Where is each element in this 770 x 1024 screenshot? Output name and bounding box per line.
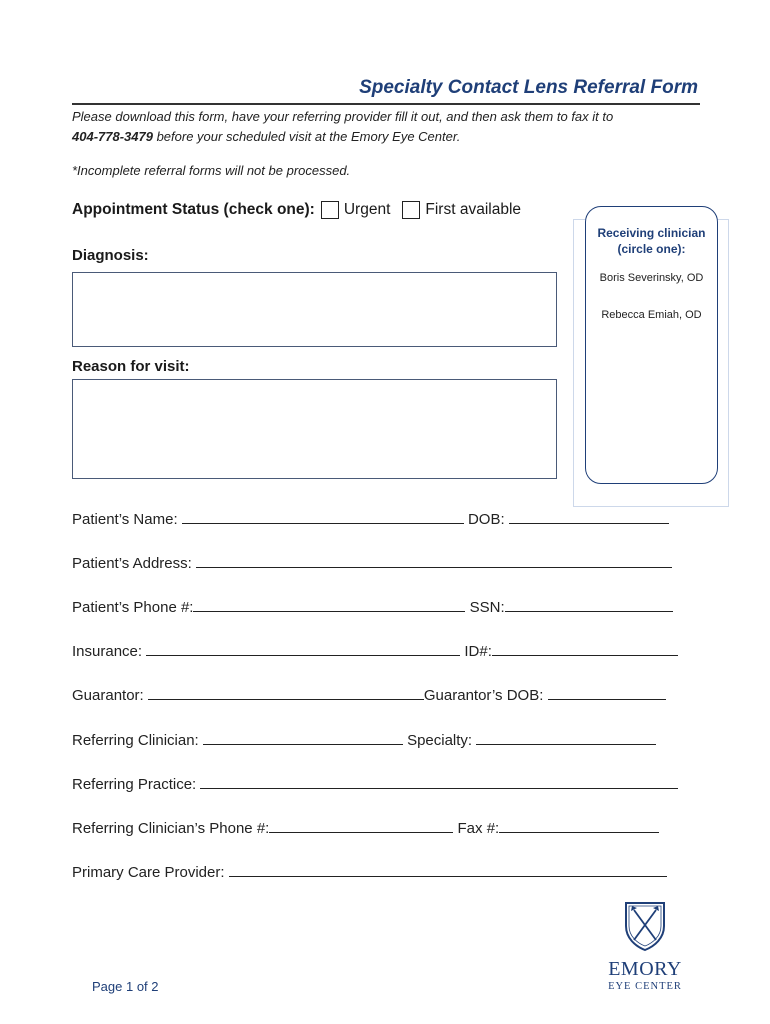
patient-name-row [72, 509, 669, 528]
guarantor-dob-input[interactable] [548, 685, 666, 700]
fax-number: 404-778-3479 [72, 129, 153, 144]
primary-care-provider-label: Primary Care Provider: [72, 864, 225, 881]
diagnosis-label: Diagnosis: [72, 247, 149, 264]
guarantor-row [72, 685, 666, 704]
specialty-input[interactable] [476, 730, 656, 745]
guarantor-dob-label: Guarantor’s DOB: [423, 687, 544, 704]
primary-care-provider-input[interactable] [229, 862, 667, 877]
referring-clinician-phone-input[interactable] [269, 818, 453, 833]
patient-phone-input[interactable] [193, 597, 465, 612]
fax-label: Fax #: [457, 820, 500, 837]
referring-practice-row [72, 774, 678, 793]
appointment-status-label: Appointment Status (check one): [72, 201, 315, 218]
patient-address-row [72, 553, 672, 572]
emory-logo-text: EMORY [608, 958, 682, 980]
specialty-label: Specialty: [407, 732, 473, 749]
intro-text [72, 107, 712, 147]
incomplete-note: *Incomplete referral forms will not be processed. [72, 163, 351, 178]
referring-clinician-row [72, 730, 656, 749]
urgent-label: Urgent [343, 201, 391, 218]
insurance-label: Insurance: [72, 643, 143, 660]
urgent-checkbox[interactable] [321, 201, 339, 219]
id-label: ID#: [464, 643, 492, 660]
patient-name-input[interactable] [182, 509, 464, 524]
insurance-input[interactable] [146, 641, 460, 656]
receiving-clinician-title [585, 225, 718, 257]
clinician-option-severinsky[interactable]: Boris Severinsky, OD [599, 272, 704, 284]
intro-line1: Please download this form, have your referring provider fill it out, and then ask them to fax it to [72, 109, 614, 124]
clinician-option-emiah[interactable]: Rebecca Emiah, OD [601, 309, 702, 321]
first-available-label: First available [425, 201, 522, 218]
patient-phone-label: Patient’s Phone #: [72, 599, 194, 616]
dob-input[interactable] [509, 509, 669, 524]
primary-care-row [72, 862, 667, 881]
guarantor-label: Guarantor: [72, 687, 144, 704]
fax-input[interactable] [499, 818, 659, 833]
ssn-label: SSN: [469, 599, 505, 616]
reason-label: Reason for visit: [72, 358, 190, 375]
patient-phone-row [72, 597, 673, 616]
patient-address-input[interactable] [196, 553, 672, 568]
page-number: Page 1 of 2 [92, 979, 159, 994]
form-title: Specialty Contact Lens Referral Form [359, 77, 698, 98]
id-input[interactable] [492, 641, 678, 656]
first-available-checkbox[interactable] [402, 201, 420, 219]
dob-label: DOB: [467, 511, 505, 528]
patient-address-label: Patient’s Address: [72, 555, 192, 572]
referring-practice-label: Referring Practice: [72, 776, 197, 793]
receiving-clinician-title-line1: Receiving clinician [597, 226, 706, 240]
patient-name-label: Patient’s Name: [72, 511, 178, 528]
diagnosis-textbox[interactable] [72, 272, 557, 347]
title-divider [72, 103, 700, 105]
reason-textbox[interactable] [72, 379, 557, 479]
emory-shield-icon [623, 900, 667, 952]
eye-center-logo-text: EYE CENTER [608, 981, 682, 992]
receiving-clinician-title-line2: (circle one): [617, 242, 686, 256]
appointment-status-row [72, 201, 533, 219]
intro-line2: before your scheduled visit at the Emory Eye Center. [152, 129, 461, 144]
ssn-input[interactable] [505, 597, 673, 612]
referring-phone-row [72, 818, 659, 837]
referring-clinician-input[interactable] [203, 730, 403, 745]
guarantor-input[interactable] [148, 685, 424, 700]
referring-practice-input[interactable] [200, 774, 678, 789]
insurance-row [72, 641, 678, 660]
referring-clinician-phone-label: Referring Clinician’s Phone #: [72, 820, 270, 837]
referring-clinician-label: Referring Clinician: [72, 732, 199, 749]
